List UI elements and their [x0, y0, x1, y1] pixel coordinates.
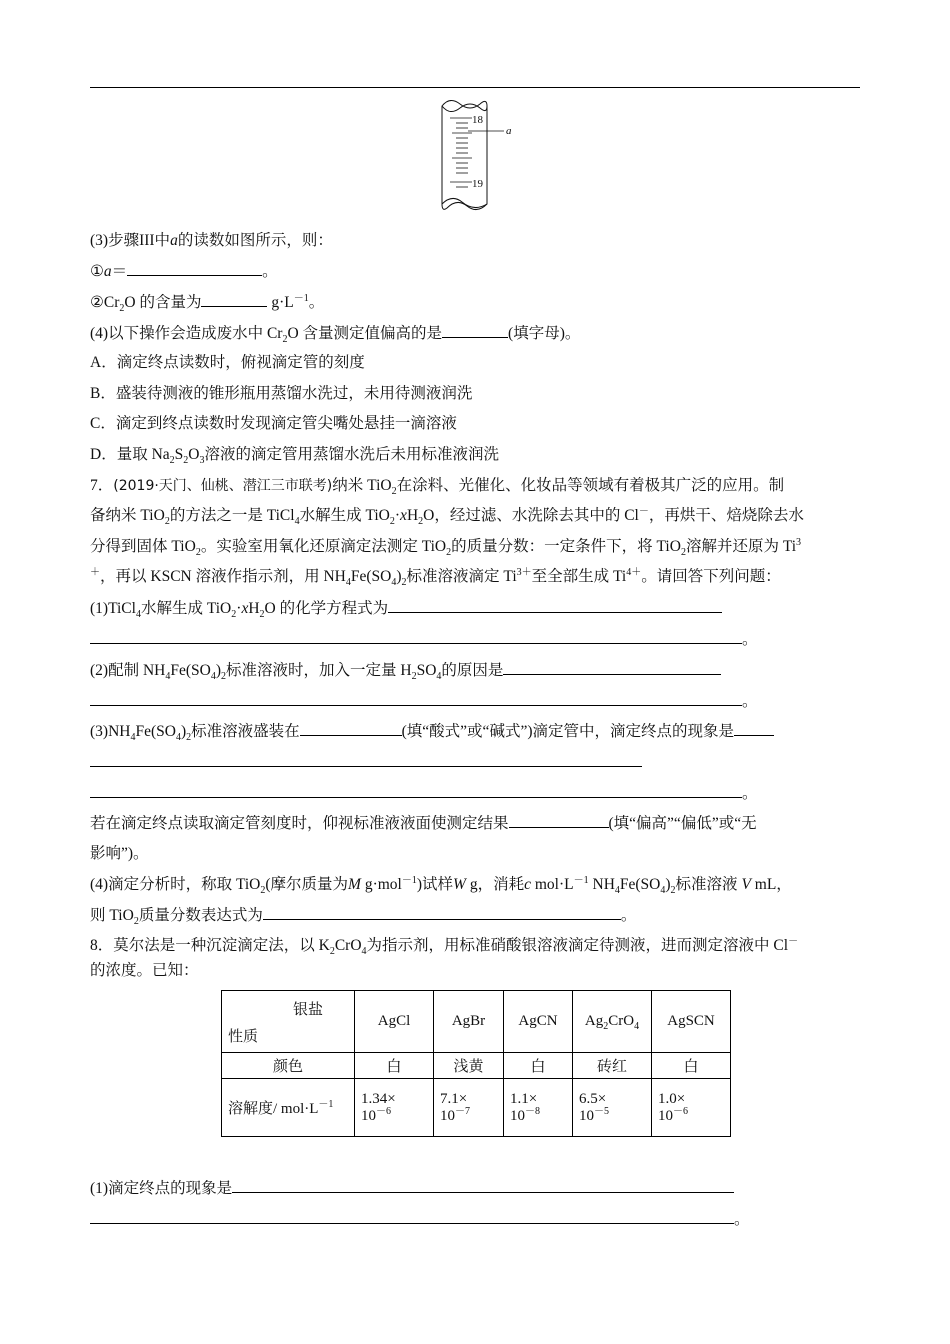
q7-part4: (4)滴定分析时，称取 TiO$_2$(摩尔质量为M g·mol$^{-1}$)试样W g，消耗c $mol\cdot L^{-1}$ $NH_4Fe(SO_4)_2$标准溶液 V mL，: [90, 874, 792, 897]
answer-blank[interactable]: [90, 1208, 734, 1224]
solubility-agbr: 7.1× $10^{-7}$: [434, 1079, 504, 1137]
answer-blank[interactable]: [734, 720, 774, 736]
q4-stem: (4)以下操作会造成废水中 $Cr_2O$ 含量测定值偏高的是 (填字母)。: [90, 322, 860, 345]
q7-part4-cont: 则 TiO$_2$质量分数表达式为 。: [90, 904, 860, 927]
corner-bottom-label: 性质: [228, 1028, 259, 1045]
row-label-color: 颜色: [222, 1053, 355, 1079]
color-agcn: 白: [504, 1053, 573, 1079]
answer-blank[interactable]: [201, 291, 267, 307]
answer-blank[interactable]: [232, 1177, 734, 1193]
answer-blank[interactable]: [127, 260, 262, 276]
answer-blank[interactable]: [90, 690, 742, 706]
q4-option-d: D．量取 $Na_2S_2O_3$溶液的滴定管用蒸馏水洗后未用标准液润洗: [90, 446, 499, 467]
solubility-table: [221, 990, 731, 1137]
q3-intro: (3)步骤III中a的读数如图所示，则：: [90, 232, 333, 249]
color-agcl: 白: [355, 1053, 434, 1079]
q7-part2: (2)配制 $NH_4Fe(SO_4)_2$标准溶液时，加入一定量 $H_2SO_4$的原因是: [90, 659, 860, 682]
q8-part1: (1)滴定终点的现象是: [90, 1177, 860, 1200]
burette-figure: [432, 96, 532, 216]
header-agscn: AgSCN: [652, 991, 731, 1053]
answer-blank[interactable]: [509, 812, 609, 828]
q7-part3-cont2: 。: [90, 782, 860, 805]
q7-line1: 7．(2019·天门、仙桃、潜江三市联考)纳米 TiO$_2$在涂料、光催化、化妆品等领域有着极其广泛的应用。制: [90, 477, 785, 498]
q7-line2: 备纳米 TiO$_2$的方法之一是 TiCl$_4$水解生成 $TiO_2\cdot xH_2O$，经过滤、水洗除去其中的 Cl－，再烘干、焙烧除去水: [90, 505, 804, 528]
answer-blank[interactable]: [503, 659, 721, 675]
scale-label-19: 19: [472, 178, 483, 190]
q4-option-b: B．盛装待测液的锥形瓶用蒸馏水洗过，未用待测液润洗: [90, 385, 473, 402]
color-agbr: 浅黄: [434, 1053, 504, 1079]
header-agcl: AgCl: [355, 991, 434, 1053]
q7-part3-cont1: [90, 751, 860, 774]
answer-blank[interactable]: [300, 720, 402, 736]
answer-blank[interactable]: [90, 751, 642, 767]
answer-blank[interactable]: [90, 782, 742, 798]
solubility-agcl: 1.34× $10^{-6}$: [355, 1079, 434, 1137]
scale-label-18: 18: [472, 114, 483, 126]
q4-option-a: A．滴定终点读数时，俯视滴定管的刻度: [90, 354, 365, 371]
corner-top-label: 银盐: [292, 1001, 323, 1018]
table-corner-cell: [222, 991, 355, 1053]
q7-part3-followup-cont: 影响”)。: [90, 845, 149, 862]
header-rule: [90, 87, 860, 88]
solubility-ag2cro4: 6.5× $10^{-5}$: [573, 1079, 652, 1137]
solubility-agscn: 1.0× $10^{-6}$: [652, 1079, 731, 1137]
q7-part1-cont: 。: [90, 628, 860, 651]
q4-option-c: C．滴定到终点读数时发现滴定管尖嘴处悬挂一滴溶液: [90, 415, 457, 432]
q7-line4: ＋，再以 KSCN 溶液作指示剂，用 $NH_4Fe(SO_4)_2$标准溶液滴定 $Ti^{3+}$至全部生成 $Ti^{4+}$。请回答下列问题：: [90, 566, 781, 589]
table-color-row: [222, 1053, 731, 1079]
answer-blank[interactable]: [263, 904, 621, 920]
burette-top-wave: [442, 104, 487, 112]
header-ag2cro4: $Ag_2CrO_4$: [573, 991, 652, 1053]
q8-line1: 8．莫尔法是一种沉淀滴定法，以 $K_2CrO_4$为指示剂，用标准硝酸银溶液滴定待测液，进而测定溶液中 Cl－: [90, 935, 799, 958]
row-label-solubility: 溶解度/ $mol\cdot L^{-1}$: [222, 1079, 355, 1137]
q7-part2-cont: 。: [90, 690, 860, 713]
color-ag2cro4: 砖红: [573, 1053, 652, 1079]
q3-item2: $②Cr_2O$ 的含量为 $g\cdot L^{-1}$。: [90, 292, 325, 315]
answer-blank[interactable]: [388, 597, 722, 613]
q3-item1: ①a＝ 。: [90, 260, 860, 283]
table-header-row: [222, 991, 731, 1053]
q7-part1: (1)TiCl$_4$水解生成 $TiO_2\cdot xH_2O$ 的化学方程式为: [90, 597, 860, 620]
q8-line2: 的浓度。已知：: [90, 962, 199, 979]
q8-part1-cont: 。: [90, 1208, 860, 1231]
header-agcn: AgCN: [504, 991, 573, 1053]
answer-blank[interactable]: [90, 628, 742, 644]
header-agbr: AgBr: [434, 991, 504, 1053]
table-solubility-row: [222, 1079, 731, 1137]
q7-part3: $(3)NH_4Fe(SO_4)_2$标准溶液盛装在 (填“酸式”或“碱式”)滴定管中，滴定终点的现象是: [90, 720, 860, 743]
q7-part3-followup: 若在滴定终点读取滴定管刻度时，仰视标准液液面使测定结果 (填“偏高”“偏低”或“无: [90, 812, 860, 835]
pointer-label: a: [506, 125, 512, 137]
solubility-agcn: 1.1× $10^{-8}$: [504, 1079, 573, 1137]
q7-line3: 分得到固体 TiO$_2$。实验室用氧化还原滴定法测定 TiO$_2$的质量分数：一定条件下，将 TiO$_2$溶解并还原为 Ti$^3$: [90, 536, 802, 559]
color-agscn: 白: [652, 1053, 731, 1079]
answer-blank[interactable]: [442, 322, 508, 338]
